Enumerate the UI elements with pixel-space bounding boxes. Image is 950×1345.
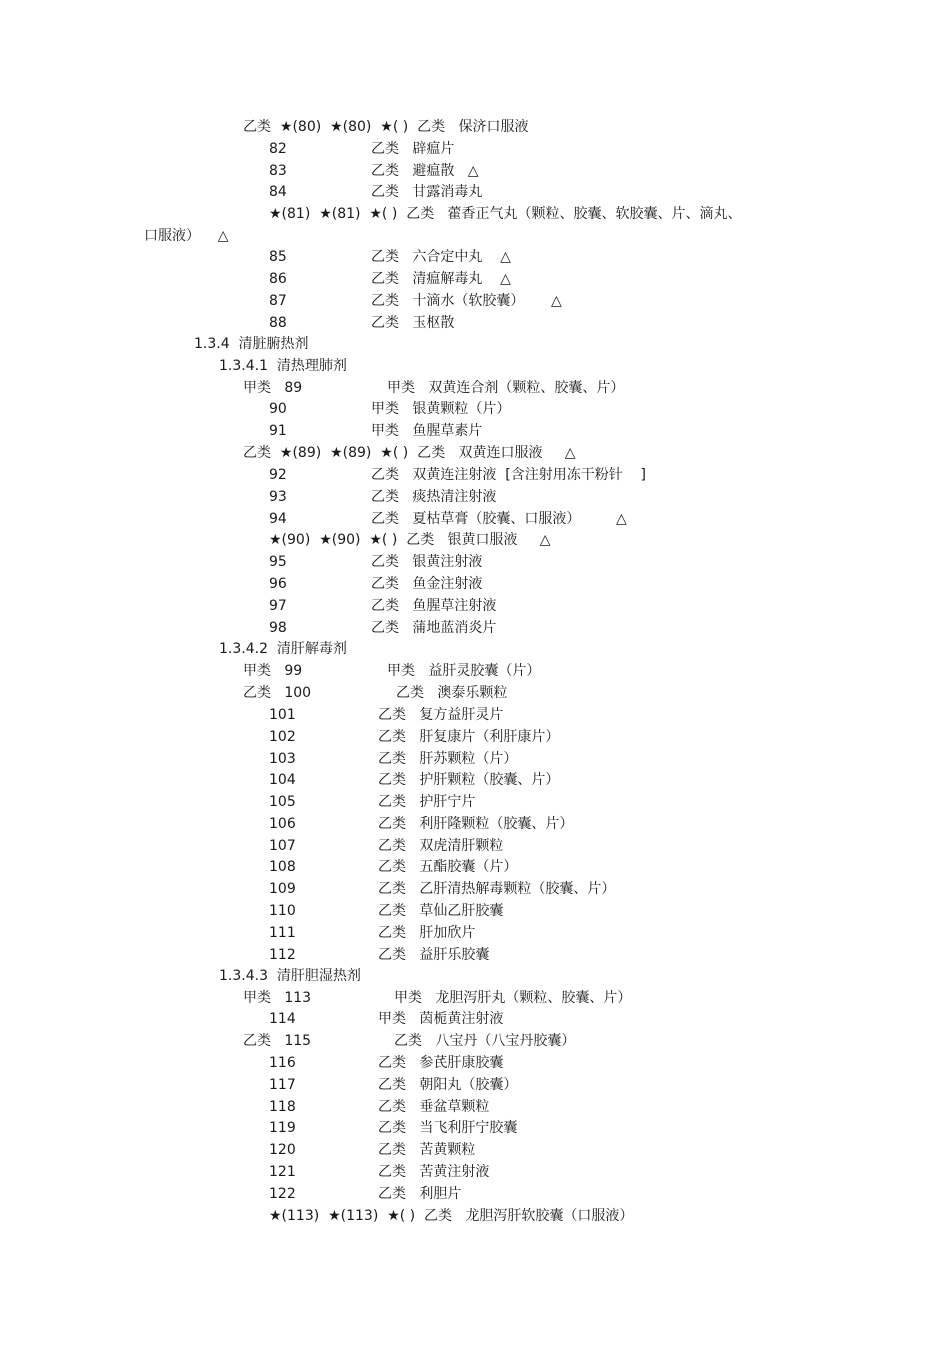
item-code: 83 [269, 163, 287, 179]
item-code: 87 [269, 293, 287, 309]
item-text: 乙类 清瘟解毒丸 △ [371, 271, 511, 287]
item-text: 乙类 六合定中丸 △ [371, 249, 511, 265]
item-text: 乙类 益肝乐胶囊 [378, 947, 490, 963]
item-text: 乙类 当飞利肝宁胶囊 [378, 1120, 518, 1136]
item-code: 101 [269, 707, 296, 723]
item-code: ★(90) ★(90) ★( ) 乙类 银黄口服液 △ [269, 532, 551, 548]
item-code: 94 [269, 511, 287, 527]
item-text: 乙类 鱼腥草注射液 [371, 598, 497, 614]
item-text: 乙类 五酯胶囊（片） [378, 859, 518, 875]
item-text: 乙类 澳泰乐颗粒 [396, 685, 508, 701]
item-code: 1.3.4.3 清肝胆湿热剂 [219, 968, 361, 984]
item-text: 乙类 避瘟散 △ [371, 163, 479, 179]
item-code: 106 [269, 816, 296, 832]
item-text: 乙类 辟瘟片 [371, 141, 455, 157]
item-code: 111 [269, 925, 296, 941]
item-text: 甲类 双黄连合剂（颗粒、胶囊、片） [387, 380, 625, 396]
item-code: 98 [269, 620, 287, 636]
item-code: 105 [269, 794, 296, 810]
item-text: 乙类 利肝隆颗粒（胶囊、片） [378, 816, 574, 832]
item-code: 91 [269, 423, 287, 439]
item-code: 口服液） △ [144, 228, 229, 244]
item-text: 乙类 十滴水（软胶囊） △ [371, 293, 562, 309]
item-code: 82 [269, 141, 287, 157]
item-code: 116 [269, 1055, 296, 1071]
item-text: 乙类 利胆片 [378, 1186, 462, 1202]
item-code: 122 [269, 1186, 296, 1202]
item-text: 乙类 鱼金注射液 [371, 576, 483, 592]
item-text: 乙类 双虎清肝颗粒 [378, 838, 504, 854]
item-text: 乙类 夏枯草膏（胶囊、口服液） △ [371, 511, 627, 527]
item-code: 97 [269, 598, 287, 614]
item-code: 甲类 89 [243, 380, 303, 396]
item-text: 乙类 参芪肝康胶囊 [378, 1055, 504, 1071]
item-code: 84 [269, 184, 287, 200]
item-code: 86 [269, 271, 287, 287]
item-code: 乙类 ★(80) ★(80) ★( ) 乙类 保济口服液 [243, 119, 529, 135]
item-code: 甲类 99 [243, 663, 303, 679]
item-text: 乙类 甘露消毒丸 [371, 184, 483, 200]
item-text: 乙类 蒲地蓝消炎片 [371, 620, 497, 636]
item-code: 107 [269, 838, 296, 854]
item-text: 乙类 复方益肝灵片 [378, 707, 504, 723]
item-code: 1.3.4 清脏腑热剂 [194, 336, 309, 352]
item-text: 乙类 痰热清注射液 [371, 489, 497, 505]
item-text: 乙类 草仙乙肝胶囊 [378, 903, 504, 919]
item-code: 114 [269, 1011, 296, 1027]
item-code: 1.3.4.2 清肝解毒剂 [219, 641, 347, 657]
item-code: 118 [269, 1099, 296, 1115]
item-code: ★(81) ★(81) ★( ) 乙类 藿香正气丸（颗粒、胶囊、软胶囊、片、滴丸、 [269, 206, 742, 222]
item-text: 乙类 护肝颗粒（胶囊、片） [378, 772, 560, 788]
item-code: 88 [269, 315, 287, 331]
item-text: 乙类 肝加欣片 [378, 925, 476, 941]
item-text: 甲类 银黄颗粒（片） [371, 401, 511, 417]
item-text: 乙类 肝复康片（利肝康片） [378, 729, 560, 745]
item-code: 93 [269, 489, 287, 505]
item-code: 104 [269, 772, 296, 788]
item-text: 乙类 护肝宁片 [378, 794, 476, 810]
item-text: 乙类 银黄注射液 [371, 554, 483, 570]
item-code: 108 [269, 859, 296, 875]
item-text: 乙类 八宝丹（八宝丹胶囊） [394, 1033, 576, 1049]
item-code: 110 [269, 903, 296, 919]
item-text: 乙类 垂盆草颗粒 [378, 1099, 490, 1115]
item-code: 乙类 115 [243, 1033, 312, 1049]
item-text: 甲类 龙胆泻肝丸（颗粒、胶囊、片） [394, 990, 632, 1006]
item-text: 乙类 苦黄颗粒 [378, 1142, 476, 1158]
item-code: 95 [269, 554, 287, 570]
item-text: 乙类 肝苏颗粒（片） [378, 751, 518, 767]
item-code: 甲类 113 [243, 990, 312, 1006]
item-code: 90 [269, 401, 287, 417]
item-text: 乙类 乙肝清热解毒颗粒（胶囊、片） [378, 881, 616, 897]
item-code: 102 [269, 729, 296, 745]
item-text: 甲类 益肝灵胶囊（片） [387, 663, 541, 679]
item-text: 乙类 双黄连注射液 [含注射用冻干粉针 ] [371, 467, 646, 483]
item-code: 103 [269, 751, 296, 767]
item-text: 乙类 朝阳丸（胶囊） [378, 1077, 518, 1093]
item-code: 109 [269, 881, 296, 897]
item-code: 117 [269, 1077, 296, 1093]
item-code: 112 [269, 947, 296, 963]
item-code: 96 [269, 576, 287, 592]
item-text: 甲类 鱼腥草素片 [371, 423, 483, 439]
item-code: ★(113) ★(113) ★( ) 乙类 龙胆泻肝软胶囊（口服液） [269, 1208, 634, 1224]
item-code: 119 [269, 1120, 296, 1136]
item-text: 乙类 苦黄注射液 [378, 1164, 490, 1180]
item-code: 乙类 ★(89) ★(89) ★( ) 乙类 双黄连口服液 △ [243, 445, 576, 461]
item-code: 1.3.4.1 清热理肺剂 [219, 358, 347, 374]
item-text: 甲类 茵栀黄注射液 [378, 1011, 504, 1027]
item-code: 85 [269, 249, 287, 265]
item-code: 120 [269, 1142, 296, 1158]
item-code: 乙类 100 [243, 685, 312, 701]
item-text: 乙类 玉枢散 [371, 315, 455, 331]
item-code: 92 [269, 467, 287, 483]
item-code: 121 [269, 1164, 296, 1180]
